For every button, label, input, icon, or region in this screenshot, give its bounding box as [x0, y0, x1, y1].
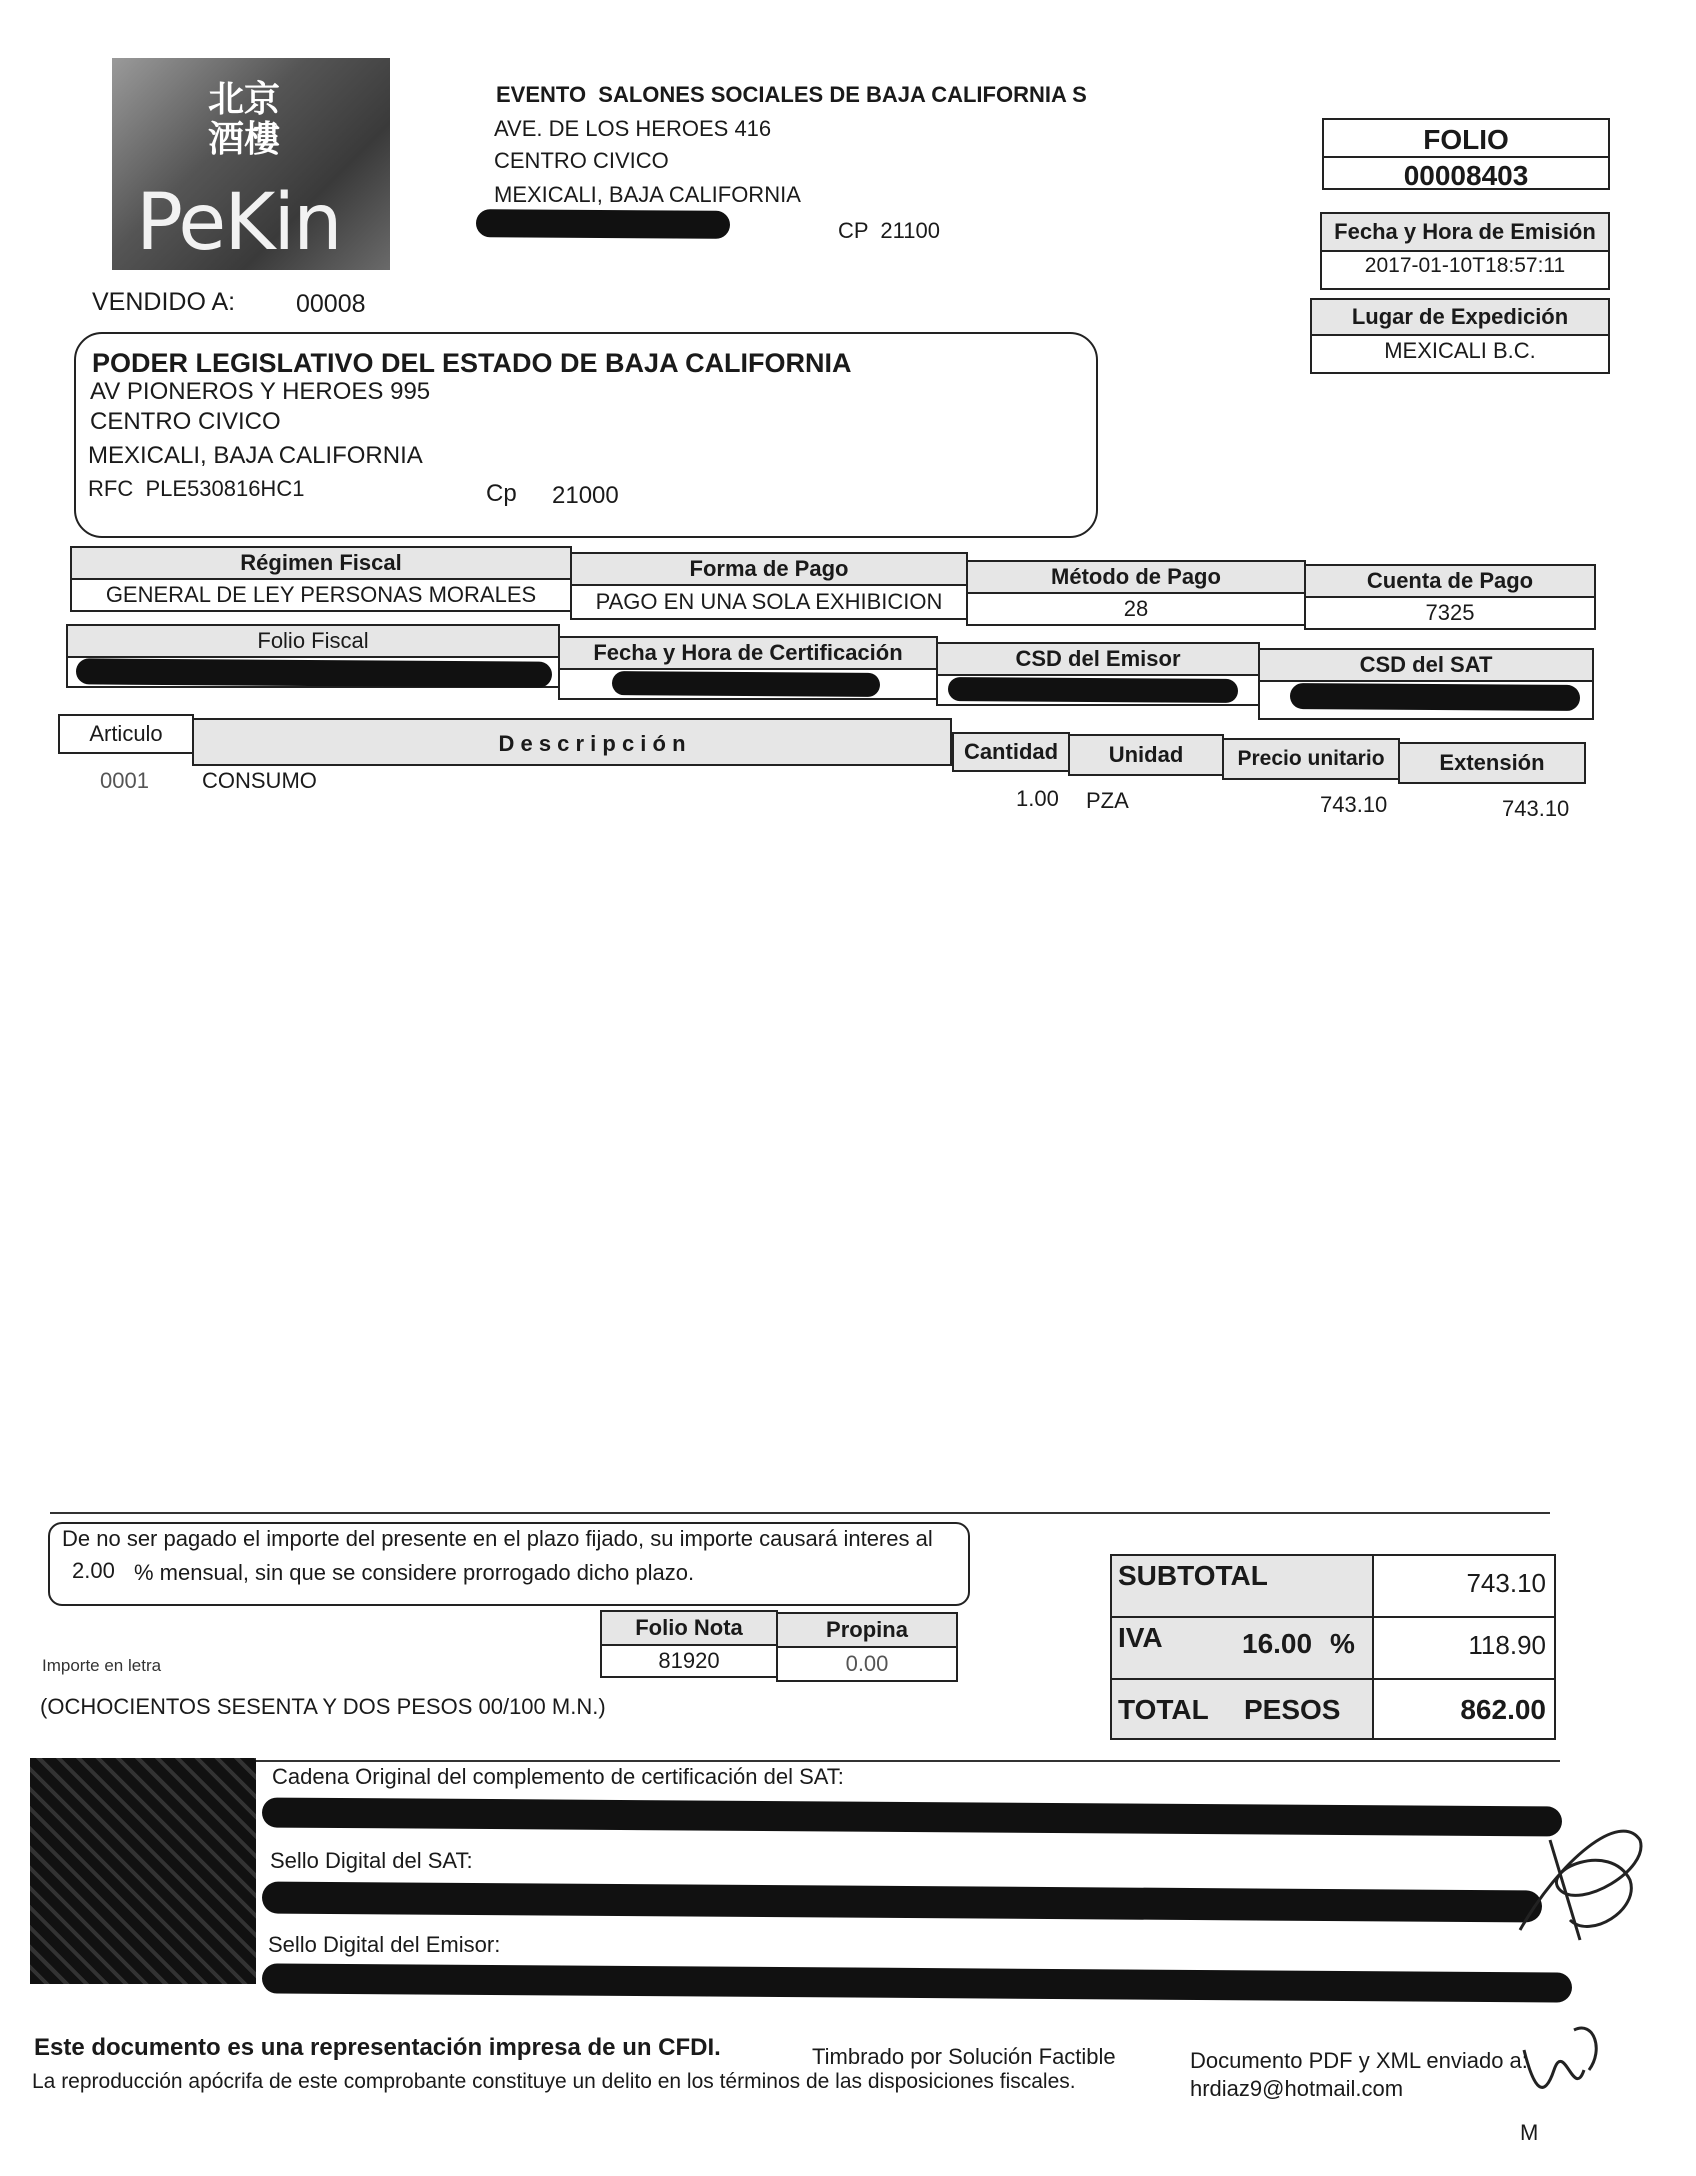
issuer-address-3: MEXICALI, BAJA CALIFORNIA [494, 182, 801, 207]
footer-cfdi-statement: Este documento es una representación impresa de un CFDI. [34, 2034, 721, 2061]
iva-value: 118.90 [1468, 1630, 1546, 1660]
sold-to-label: VENDIDO A: [92, 288, 236, 316]
item-cantidad: 1.00 [1016, 786, 1059, 811]
folio-label: FOLIO [1423, 124, 1509, 155]
issuer-cp: CP 21100 [838, 218, 940, 243]
company-logo [112, 58, 390, 270]
logo-brand-text: PeKin [136, 178, 341, 268]
cuenta-value: 7325 [1304, 596, 1596, 630]
emission-label: Fecha y Hora de Emisión [1322, 214, 1608, 252]
item-unidad: PZA [1086, 788, 1129, 813]
redacted-cadena-original [262, 1797, 1562, 1836]
handwritten-initials [1514, 2010, 1624, 2120]
item-extension: 743.10 [1502, 796, 1570, 821]
place-value: MEXICALI B.C. [1384, 338, 1536, 363]
extension-header: Extensión [1398, 742, 1586, 784]
handwritten-signature [1500, 1800, 1660, 1950]
folio-nota-value: 81920 [600, 1644, 778, 1678]
footer-legal-text: La reproducción apócrifa de este comprobante constituye un delito en los términos de las disposiciones fiscales. [32, 2070, 1076, 2093]
item-articulo: 0001 [100, 768, 149, 793]
sello-sat-label: Sello Digital del SAT: [270, 1848, 473, 1873]
fecha-cert-header: Fecha y Hora de Certificación [558, 636, 938, 670]
redacted-fecha-cert [612, 671, 880, 697]
unidad-header: Unidad [1068, 734, 1224, 776]
cadena-label: Cadena Original del complemento de certificación del SAT: [272, 1764, 844, 1789]
notice-rule [50, 1512, 1550, 1514]
customer-cp-value: 21000 [552, 482, 619, 509]
sold-to-code: 00008 [296, 290, 366, 318]
regimen-value: GENERAL DE LEY PERSONAS MORALES [70, 578, 572, 612]
metodo-header: Método de Pago [966, 560, 1306, 594]
emission-box [1320, 212, 1610, 290]
iva-percent: % [1330, 1628, 1355, 1659]
customer-address-3: MEXICALI, BAJA CALIFORNIA [88, 442, 423, 469]
iva-value-cell [1372, 1616, 1556, 1680]
metodo-value: 28 [966, 592, 1306, 626]
notice-line-2: % mensual, sin que se considere prorrogado dicho plazo. [134, 1560, 695, 1585]
notice-rate: 2.00 [72, 1558, 115, 1583]
total-label: TOTAL [1118, 1694, 1209, 1725]
subtotal-label: SUBTOTAL [1118, 1560, 1268, 1591]
total-label-cell [1110, 1678, 1374, 1740]
propina-header: Propina [776, 1612, 958, 1648]
redacted-sello-sat [262, 1882, 1542, 1923]
descripcion-header: D e s c r i p c i ó n [192, 718, 952, 766]
redacted-csd-emisor [948, 677, 1238, 703]
forma-header: Forma de Pago [570, 552, 968, 586]
folio-number: 00008403 [1324, 156, 1608, 192]
redacted-qr-code [30, 1758, 256, 1984]
place-label: Lugar de Expedición [1312, 300, 1608, 336]
precio-header: Precio unitario [1222, 738, 1400, 780]
amount-words-label: Importe en letra [42, 1656, 162, 1675]
folio-box [1322, 118, 1610, 190]
issuer-name: EVENTO SALONES SOCIALES DE BAJA CALIFORNIA S [496, 82, 1087, 107]
customer-address-2: CENTRO CIVICO [90, 408, 281, 435]
total-value-cell [1372, 1678, 1556, 1740]
subtotal-value: 743.10 [1466, 1568, 1546, 1598]
item-precio: 743.10 [1320, 792, 1388, 817]
redacted-folio-fiscal [76, 658, 552, 687]
footer-timbrado: Timbrado por Solución Factible [812, 2044, 1116, 2069]
notice-line-1: De no ser pagado el importe del presente en el plazo fijado, su importe causará interes al [62, 1526, 933, 1551]
propina-value: 0.00 [776, 1646, 958, 1682]
total-value: 862.00 [1460, 1694, 1546, 1725]
issuer-address-1: AVE. DE LOS HEROES 416 [494, 116, 772, 141]
footer-sent-label: Documento PDF y XML enviado a: [1190, 2048, 1528, 2073]
emission-datetime: 2017-01-10T18:57:11 [1364, 254, 1566, 277]
iva-label-cell [1110, 1616, 1374, 1680]
sello-emisor-label: Sello Digital del Emisor: [268, 1932, 501, 1957]
csd-sat-header: CSD del SAT [1258, 648, 1594, 682]
footer-mark: M [1520, 2120, 1539, 2145]
customer-address-1: AV PIONEROS Y HEROES 995 [90, 378, 431, 405]
cuenta-header: Cuenta de Pago [1304, 564, 1596, 598]
redacted-csd-sat [1290, 683, 1580, 711]
folio-fiscal-header: Folio Fiscal [66, 624, 560, 658]
amount-words-value: (OCHOCIENTOS SESENTA Y DOS PESOS 00/100 M.N.) [40, 1694, 606, 1719]
articulo-header: Articulo [58, 714, 194, 754]
issuer-address-2: CENTRO CIVICO [494, 148, 669, 173]
iva-label: IVA [1118, 1622, 1163, 1653]
redacted-issuer-rfc [476, 209, 730, 239]
customer-name: PODER LEGISLATIVO DEL ESTADO DE BAJA CALIFORNIA [92, 348, 852, 378]
redacted-sello-emisor [262, 1963, 1572, 2002]
place-box [1310, 298, 1610, 374]
customer-rfc: RFC PLE530816HC1 [88, 476, 305, 501]
item-descripcion: CONSUMO [202, 768, 317, 793]
folio-nota-header: Folio Nota [600, 1610, 778, 1646]
total-currency: PESOS [1244, 1694, 1341, 1725]
iva-rate: 16.00 [1242, 1628, 1313, 1659]
forma-value: PAGO EN UNA SOLA EXHIBICION [570, 584, 968, 620]
subtotal-value-cell [1372, 1554, 1556, 1618]
regimen-header: Régimen Fiscal [70, 546, 572, 580]
cantidad-header: Cantidad [952, 732, 1070, 772]
csd-emisor-header: CSD del Emisor [936, 642, 1260, 676]
footer-email: hrdiaz9@hotmail.com [1190, 2076, 1404, 2101]
seals-rule [40, 1760, 1560, 1762]
logo-chinese-text: 北京酒樓 [208, 79, 281, 160]
subtotal-label-cell [1110, 1554, 1374, 1618]
customer-cp-label: Cp [486, 480, 517, 507]
